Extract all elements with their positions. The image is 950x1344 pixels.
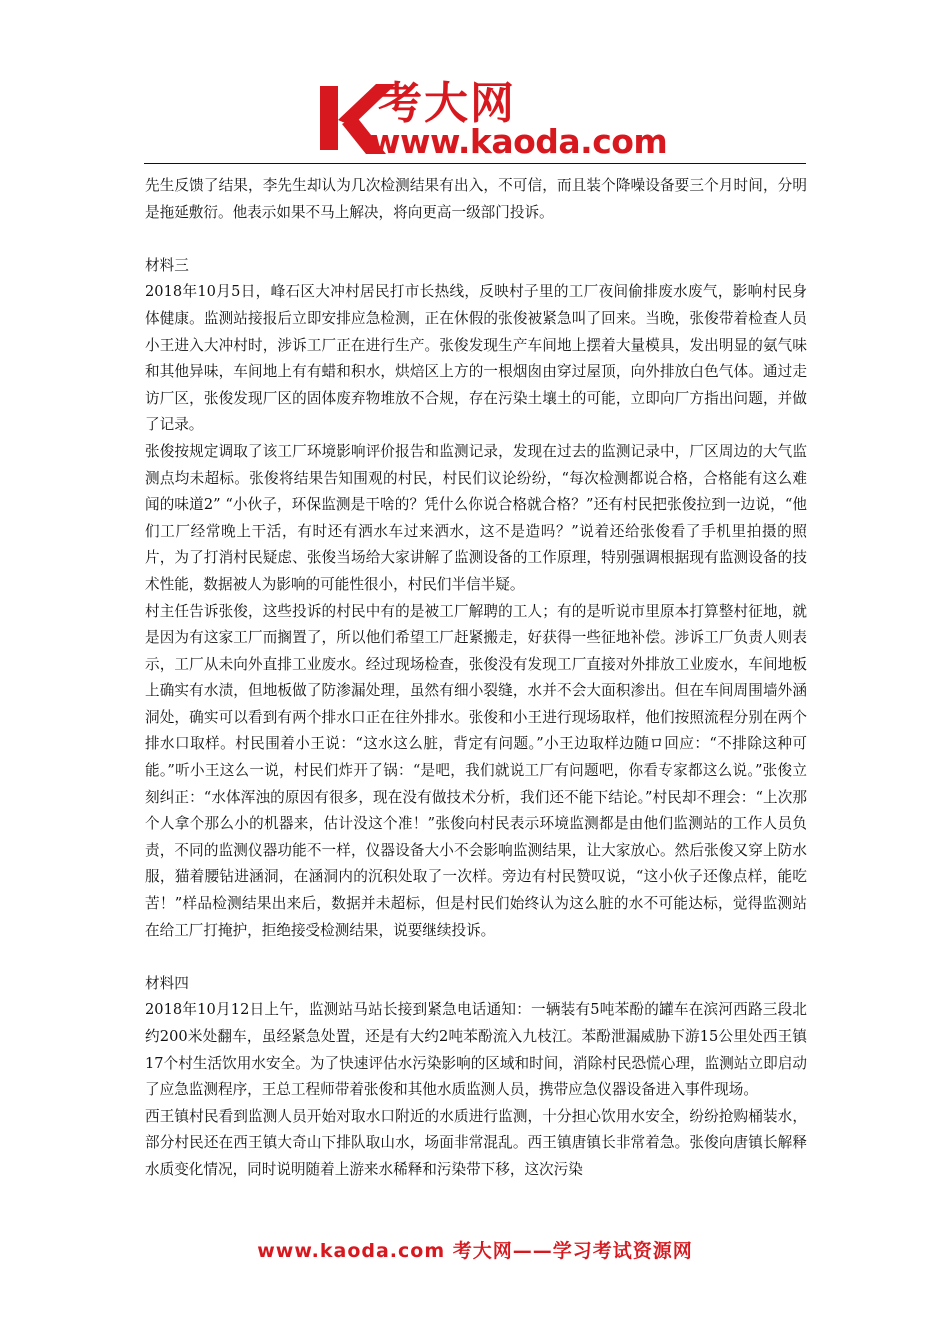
spacer <box>145 944 807 971</box>
paragraph-continuation: 先生反馈了结果，李先生却认为几次检测结果有出入，不可信，而且装个降噪设备要三个月时间，分明是拖延敷衍。他表示如果不马上解决，将向更高一级部门投诉。 <box>145 177 807 221</box>
paragraph: 2018年10月12日上午，监测站马站长接到紧急电话通知：一辆装有5吨苯酚的罐车在滨河西路三段北约200米处翻车，虽经紧急处置，还是有大约2吨苯酚流入九枝江。苯酚泄漏威胁下游15公里处西王镇17个村生活饮用水安全。为了快速评估水污染影响的区域和时间，消除村民恐慌心理，监测站立即启动了应急监测程序，王总工程师带着张俊和其他水质监测人员，携带应急仪器设备进入事件现场。 <box>145 1001 807 1099</box>
section-heading-material-4: 材料四 <box>145 974 189 992</box>
logo-url: www.kaoda.com <box>370 122 668 161</box>
spacer <box>145 226 807 253</box>
paragraph: 张俊按规定调取了该工厂环境影响评价报告和监测记录，发现在过去的监测记录中，厂区周边的大气监测点均未超标。张俊将结果告知围观的村民，村民们议论纷纷，“每次检测都说合格，合格能有这么难闻的味道2” “小伙子，环保监测是干啥的？凭什么你说合格就合格？”还有村民把张俊拉到一边说，“他们工厂经常晚上干活，有时还有洒水车过来洒水，这不是造吗？”说着还给张俊看了手机里拍摄的照片，为了打消村民疑虑、张俊当场给大家讲解了监测设备的工作原理，特别强调根据现有监测设备的技术性能，数据被人为影响的可能性很小，村民们半信半疑。 <box>145 442 807 593</box>
paragraph: 2018年10月5日，峰石区大冲村居民打市长热线，反映村子里的工厂夜间偷排废水废气，影响村民身体健康。监测站接报后立即安排应急检测，正在休假的张俊被紧急叫了回来。当晚，张俊带着检查人员小王进入大冲村时，涉诉工厂正在进行生产。张俊发现生产车间地上摆着大量模具，发出明显的氨气味和其他异味，车间地上有有蜡和积水，烘焙区上方的一根烟囱由穿过屋顶，向外排放白色气体。通过走访厂区，张俊发现厂区的固体废弃物堆放不合规，存在污染土壤土的可能，立即向厂方指出问题，并做了记录。 <box>145 283 807 434</box>
header-divider <box>144 163 806 164</box>
footer-banner: www.kaoda.com 考大网——学习考试资源网 <box>257 1240 693 1262</box>
document-body <box>145 173 807 1184</box>
section-heading-material-3: 材料三 <box>145 256 189 274</box>
paragraph: 西王镇村民看到监测人员开始对取水口附近的水质进行监测，十分担心饮用水安全，纷纷抢购桶装水，部分村民还在西王镇大奇山下排队取山水，场面非常混乱。西王镇唐镇长非常着急。张俊向唐镇长解释水质变化情况，同时说明随着上游来水稀释和污染带下移，这次污染 <box>145 1107 807 1178</box>
logo-brand-name: 考大网 <box>378 78 516 129</box>
paragraph: 村主任告诉张俊，这些投诉的村民中有的是被工厂解聘的工人；有的是听说市里原本打算整村征地，就是因为有这家工厂而搁置了，所以他们希望工厂赶紧搬走，好获得一些征地补偿。涉诉工厂负责人则表示，工厂从未向外直排工业废水。经过现场检查，张俊没有发现工厂直接对外排放工业废水，车间地板上确实有水渍，但地板做了防渗漏处理，虽然有细小裂缝，水并不会大面积渗出。但在车间周围墙外涵洞处，确实可以看到有两个排水口正在往外排水。张俊和小王进行现场取样，他们按照流程分别在两个排水口取样。村民围着小王说：“这水这么脏，背定有问题。”小王边取样边随ロ回应：“不排除这种可能。”听小王这么一说，村民们炸开了锅：“是吧，我们就说工厂有问题吧，你看专家都这么说。”张俊立刻纠正：“水体浑浊的原因有很多，现在没有做技术分析，我们还不能下结论。”村民却不理会：“上次那个人拿个那么小的机器来，估计没这个准！”张俊向村民表示环境监测都是由他们监测站的工作人员负责，不同的监测仪器功能不一样，仪器设备大小不会影响监测结果，让大家放心。然后张俊又穿上防水服，猫着腰钻进涵洞，在涵洞内的沉积处取了一次样。旁边有村民赞叹说，“这小伙子还像点样，能吃苦！”样品检测结果出来后，数据并未超标，但是村民们始终认为这么脏的水不可能达标，觉得监测站在给工厂打掩护，拒绝接受检测结果，说要继续投诉。 <box>145 602 807 939</box>
site-logo <box>316 78 668 161</box>
